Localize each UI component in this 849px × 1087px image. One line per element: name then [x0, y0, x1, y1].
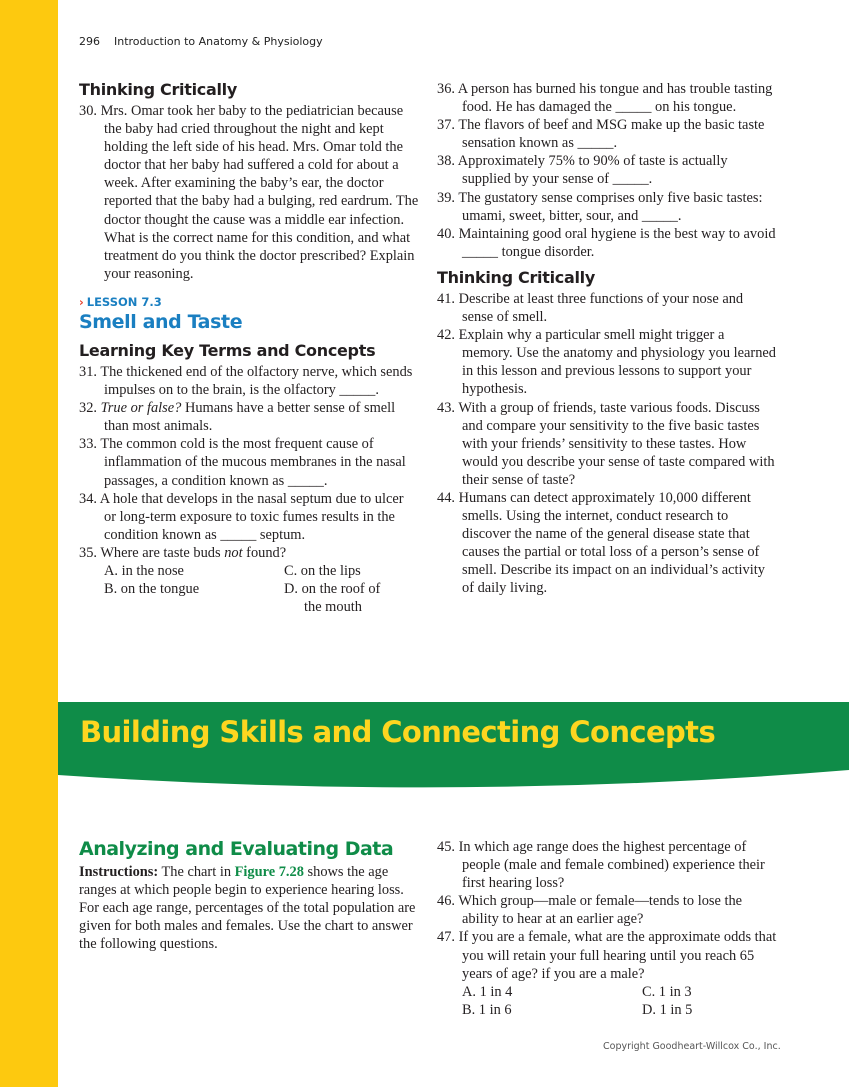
right-column [437, 80, 777, 598]
option: D. 1 in 5 [642, 1001, 693, 1018]
section-heading: Analyzing and Evaluating Data [79, 838, 394, 860]
figure-link[interactable]: Figure 7.28 [234, 864, 304, 880]
question-38: 38. Approximately 75% to 90% of taste is actually supplied by your sense of _____. [437, 153, 728, 188]
book-title: Introduction to Anatomy & Physiology [114, 35, 323, 48]
question-43: 43. With a group of friends, taste various foods. Discuss and compare your sensitivity to the five basic tastes with your friends’ sensitivity to these tastes. How would you describe your sense of taste compared with their sense of taste? [437, 399, 775, 488]
question-45: 45. In which age range does the highest percentage of people (male and female combined) experience their first hearing loss? [437, 839, 765, 892]
option: B. on the tongue [104, 581, 200, 598]
left-column [79, 80, 419, 616]
option: B. 1 in 6 [462, 1001, 512, 1018]
question-30: 30. Mrs. Omar took her baby to the pediatrician because the baby had cried throughout the night and kept holding the left side of his head. Mrs. Omar told the doctor that her baby had suffered a cold for about a week. After examining the baby’s ear, the doctor reported that the baby had a bulging, red eardrum. The doctor thought the cause was a middle ear infection. What is the correct name for this condition, and what treatment do you think the doctor prescribed? Explain your reasoning. [79, 103, 419, 282]
copyright: Copyright Goodheart-Willcox Co., Inc. [603, 1041, 781, 1052]
data-questions [437, 838, 777, 1019]
question-36: 36. A person has burned his tongue and has trouble tasting food. He has damaged the _____ on his tongue. [437, 81, 773, 116]
analyzing-data-section [79, 838, 419, 953]
section-heading: Learning Key Terms and Concepts [79, 340, 376, 360]
question-42: 42. Explain why a particular smell might trigger a memory. Use the anatomy and physiology you learned in this lesson and previous lessons to support your hypothesis. [437, 327, 776, 398]
option: C. on the lips [284, 562, 361, 579]
question-33: 33. The common cold is the most frequent cause of inflammation of the mucous membranes in the nasal passages, a condition known as _____. [79, 436, 406, 489]
banner-title: Building Skills and Connecting Concepts [80, 715, 716, 749]
chevron-right-icon: › [79, 294, 84, 309]
option: C. 1 in 3 [642, 983, 692, 1000]
question-37: 37. The flavors of beef and MSG make up the basic taste sensation known as _____. [437, 117, 765, 152]
option: A. 1 in 4 [462, 983, 513, 1000]
question-32: 32. True or false? Humans have a better sense of smell than most animals. [79, 400, 396, 435]
question-44: 44. Humans can detect approximately 10,000 different smells. Using the internet, conduct research to discover the name of the general disease state that causes the partial or total loss of a person’s sense of smell. Describe its impact on an individual’s activity of daily living. [437, 489, 765, 597]
running-header [79, 35, 323, 48]
question-34: 34. A hole that develops in the nasal septum due to ulcer or long-term exposure to toxic fumes results in the condition known as _____ septum. [79, 490, 404, 543]
question-39: 39. The gustatory sense comprises only five basic tastes: umami, sweet, bitter, sour, and _____. [437, 189, 763, 224]
question-31: 31. The thickened end of the olfactory nerve, which sends impulses on to the brain, is the olfactory _____. [79, 363, 413, 399]
answer-options [437, 983, 777, 1019]
question-41: 41. Describe at least three functions of your nose and sense of smell. [437, 290, 744, 326]
option: D. on the roof of the mouth [284, 581, 381, 616]
page-number: 296 [79, 35, 100, 48]
section-heading: Thinking Critically [79, 80, 237, 99]
lesson-title: Smell and Taste [79, 310, 243, 333]
instructions: Instructions: The chart in Figure 7.28 shows the age ranges at which people begin to experience hearing loss. For each age range, percentages of the total population are given for both males and females. Use the chart to answer the following questions. [79, 864, 416, 953]
question-46: 46. Which group—male or female—tends to lose the ability to hear at an earlier age? [437, 893, 743, 928]
answer-options [79, 562, 419, 616]
question-35: 35. Where are taste buds not found? [79, 544, 287, 561]
yellow-margin-bar [0, 0, 58, 1087]
section-heading: Thinking Critically [437, 267, 595, 287]
question-47: 47. If you are a female, what are the approximate odds that you will retain your full hearing until you reach 65 years of age? if you are a male? [437, 929, 777, 982]
option: A. in the nose [104, 562, 184, 579]
lesson-label: › LESSON 7.3 [79, 294, 162, 309]
question-40: 40. Maintaining good oral hygiene is the best way to avoid _____ tongue disorder. [437, 225, 776, 260]
